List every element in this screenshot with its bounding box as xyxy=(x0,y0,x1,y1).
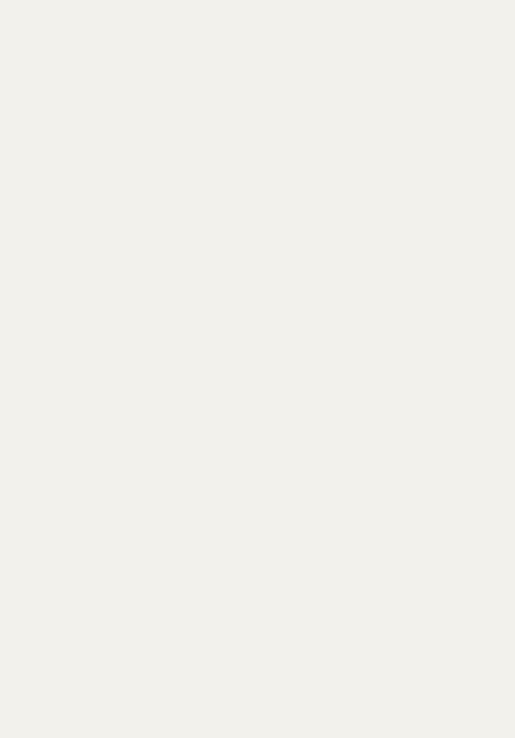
lower-text-block xyxy=(48,382,488,692)
upper-text-block xyxy=(48,48,488,338)
